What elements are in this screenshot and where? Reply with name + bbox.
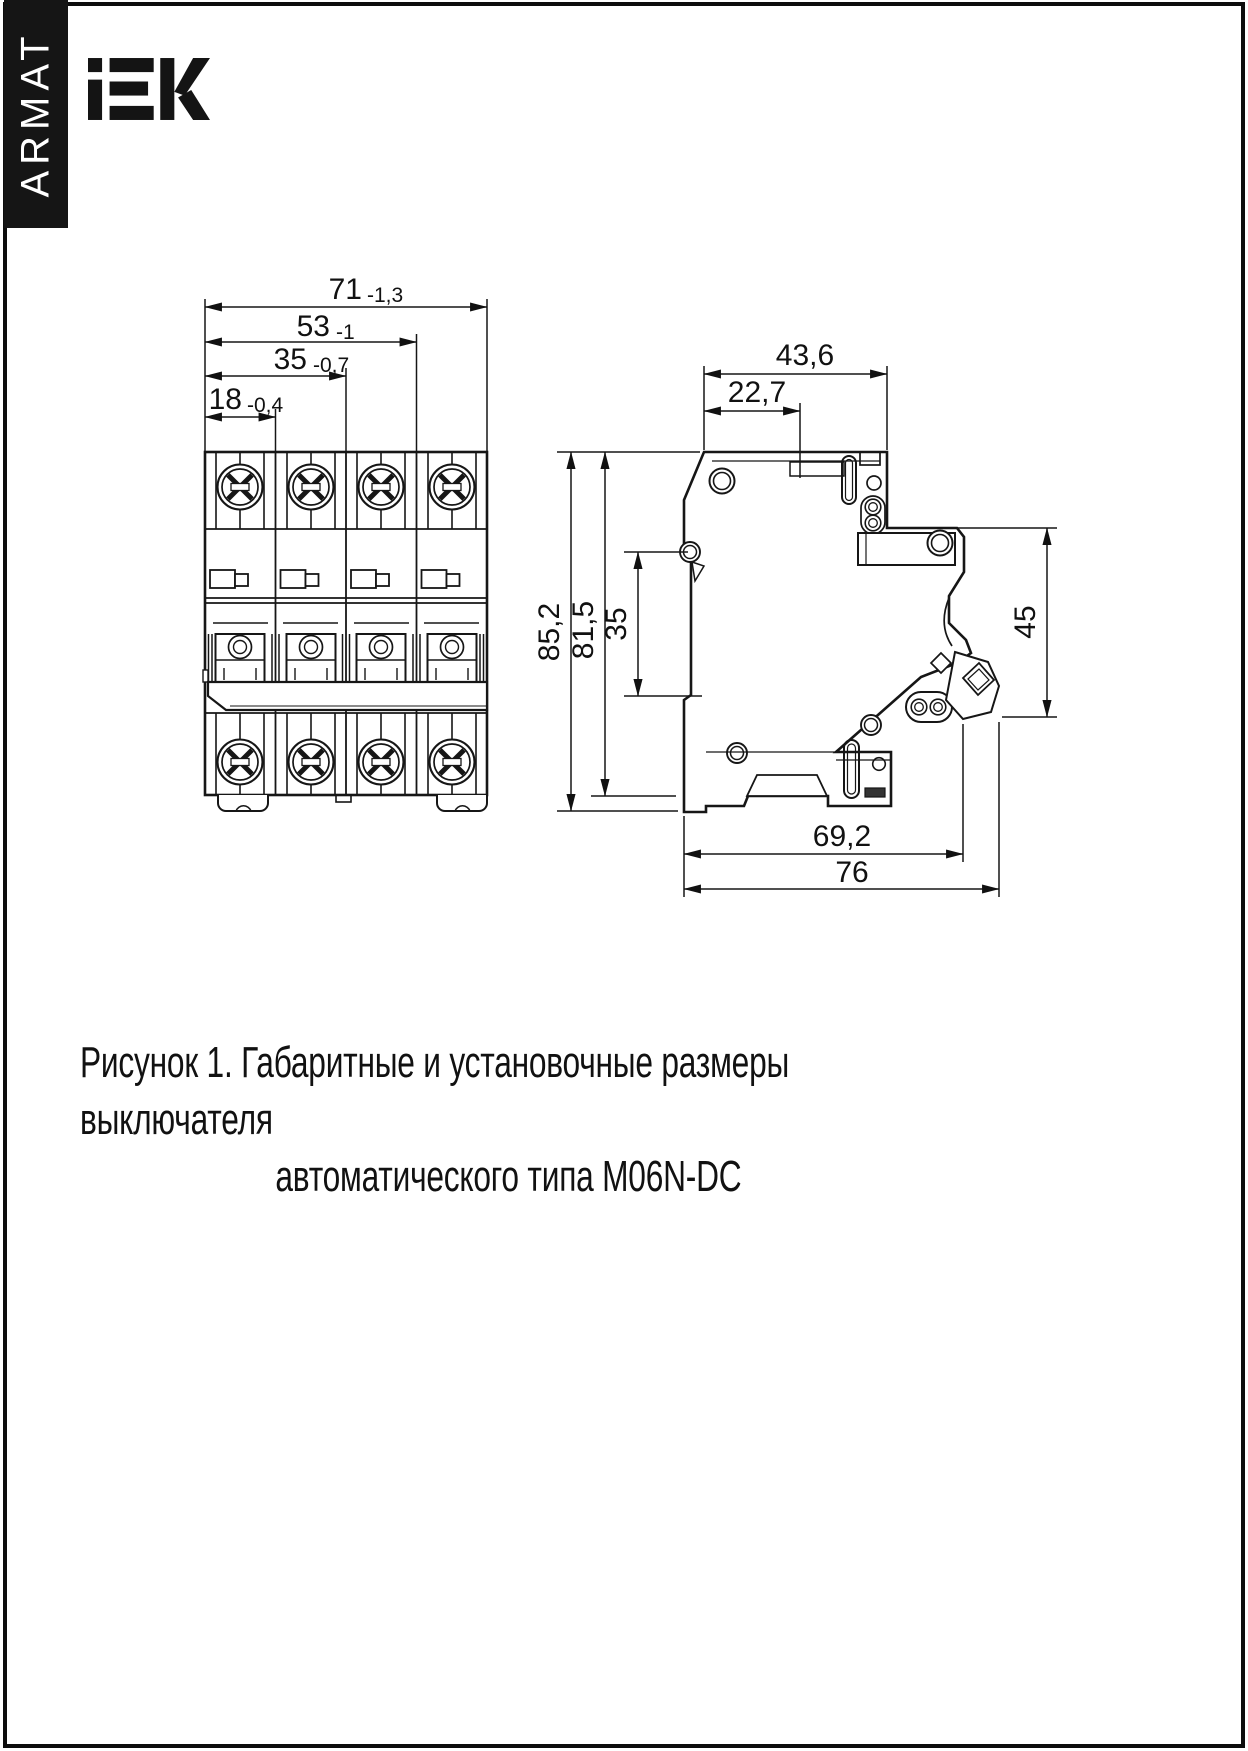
case-rivet [861,715,881,735]
case-rivet [928,531,953,556]
dim-label-53: 53 [296,310,330,343]
armat-vertical-label: ARMAT [13,30,58,198]
dim-label-22-7: 22,7 [727,376,787,409]
bottom-small-rect [865,788,885,797]
front-view-drawing [203,452,487,811]
dim-label-69-2: 69,2 [812,820,872,853]
rivet [865,515,881,531]
flange-rivet [911,699,927,715]
dim-label-85-2: 85,2 [533,602,566,662]
toggle-handle [357,634,406,682]
top-step-detail [790,462,844,476]
dim-label-71: 71 [328,273,362,306]
mounting-foot-right [437,795,487,811]
dim-label-45: 45 [1009,605,1042,639]
tie-bar-lug [203,670,208,682]
dim-label-81-5: 81,5 [567,600,600,660]
mounting-foot-left [218,795,268,811]
dim-tolerance-71: -1,3 [367,284,404,307]
dim-label-35-side: 35 [600,607,633,641]
caption-line-1: Рисунок 1. Габаритные и установочные размеры выключателя [80,1038,790,1144]
dim-label-43-6: 43,6 [775,339,835,372]
dim-tolerance-53: -1 [336,321,355,344]
case-rivet [710,469,735,494]
front-view-dim-labels [209,273,404,417]
caption-line-2: автоматического типа M06N-DC [275,1152,742,1201]
toggle-handle [216,634,265,682]
dim-tolerance-18: -0,4 [247,394,284,417]
dim-label-35: 35 [273,343,307,376]
side-body-outline [684,452,971,812]
dim-tolerance-35: -0,7 [313,354,350,377]
dim-label-18: 18 [208,383,242,416]
din-latch [747,775,827,796]
rivet [865,499,881,515]
side-view-drawing [680,452,999,812]
flange-rivet [930,699,946,715]
figure-caption [80,1034,937,1205]
dim-label-76: 76 [835,856,869,889]
toggle-handle [428,634,477,682]
case-rivet [727,743,747,763]
toggle-handle [287,634,336,682]
